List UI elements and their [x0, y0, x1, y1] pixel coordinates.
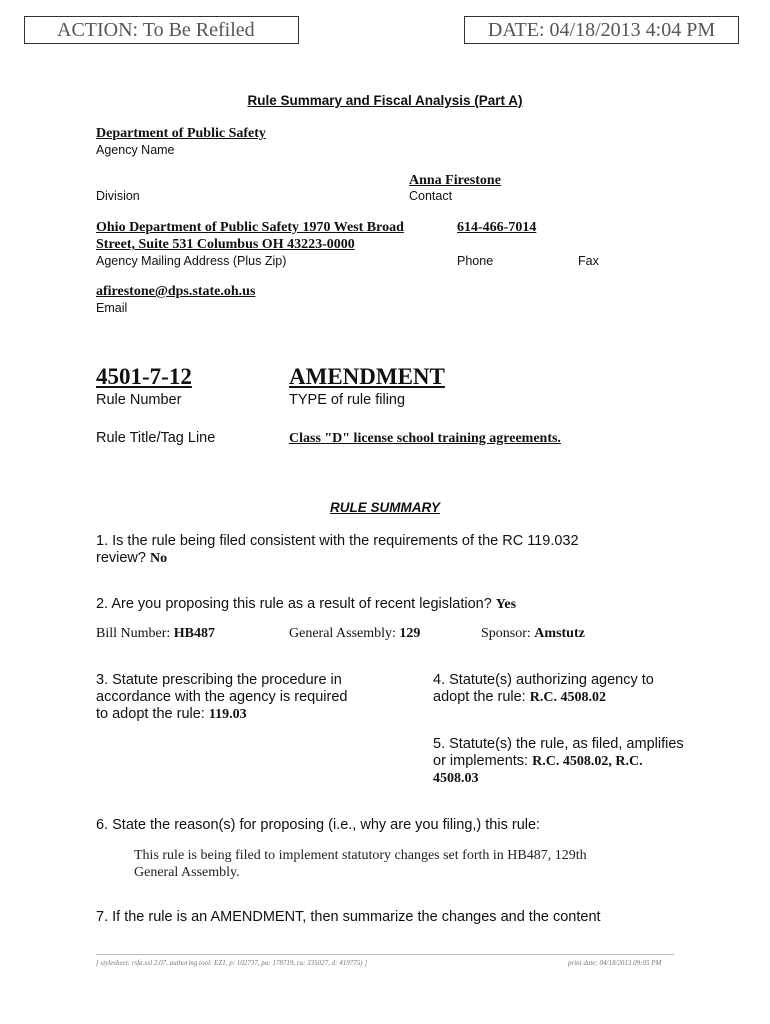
question-7: 7. If the rule is an AMENDMENT, then summarize the changes and the content [96, 909, 601, 925]
question-5-text: or implements: [433, 753, 529, 769]
footer-stylesheet-info: [ stylesheet: rsfa.xsl 2.07, authoring tool: EZ1, p: 102737, pa: 178719, ra: 335027, d: 419775) ] [96, 959, 368, 967]
question-5-answer-b: 4508.03 [433, 771, 479, 786]
question-4-line1: 4. Statute(s) authorizing agency to [433, 672, 654, 688]
general-assembly-value: 129 [399, 626, 421, 641]
sponsor [481, 626, 585, 642]
agency-name-label: Agency Name [96, 143, 175, 157]
question-1-line2 [96, 550, 696, 567]
question-4-answer: R.C. 4508.02 [529, 690, 606, 705]
email-value: afirestone@dps.state.oh.us [96, 284, 256, 299]
question-1 [96, 533, 696, 567]
question-3-text: to adopt the rule: [96, 706, 205, 722]
general-assembly-label: General Assembly: [289, 626, 396, 641]
division-label: Division [96, 189, 140, 203]
question-5 [433, 736, 733, 787]
question-6: 6. State the reason(s) for proposing (i.e., why are you filing,) this rule: [96, 817, 541, 833]
question-1-line1: 1. Is the rule being filed consistent with the requirements of the RC 119.032 [96, 533, 579, 549]
agency-name-value: Department of Public Safety [96, 126, 266, 141]
rule-summary-heading: RULE SUMMARY [329, 500, 440, 515]
date-text: DATE: 04/18/2013 4:04 PM [487, 19, 716, 41]
contact-label: Contact [409, 189, 453, 203]
question-2-text: 2. Are you proposing this rule as a result of recent legislation? [96, 596, 492, 612]
rule-type-label: TYPE of rule filing [289, 392, 406, 408]
footer-divider [96, 954, 674, 955]
phone-value: 614-466-7014 [457, 220, 537, 235]
question-5-line2 [433, 753, 733, 770]
question-4 [433, 672, 733, 706]
question-5-line1: 5. Statute(s) the rule, as filed, amplifies [433, 736, 684, 752]
question-3-line2: accordance with the agency is required [96, 689, 348, 705]
question-6-answer-line2: General Assembly. [134, 865, 240, 880]
sponsor-label: Sponsor: [481, 626, 531, 641]
address-line2: Street, Suite 531 Columbus OH 43223-0000 [96, 237, 355, 252]
question-4-line2 [433, 689, 733, 706]
page-title: Rule Summary and Fiscal Analysis (Part A) [247, 93, 523, 108]
bill-number-value: HB487 [173, 626, 216, 641]
question-3 [96, 672, 406, 723]
email-label: Email [96, 301, 128, 315]
question-6-answer-line1: This rule is being filed to implement statutory changes set forth in HB487, 129th [134, 848, 587, 863]
rule-number-label: Rule Number [96, 392, 182, 408]
question-5-answer-a: R.C. 4508.02, R.C. [532, 754, 643, 769]
sponsor-value: Amstutz [534, 626, 585, 641]
bill-number [96, 626, 215, 642]
question-3-line1: 3. Statute prescribing the procedure in [96, 672, 342, 688]
date-box [464, 16, 739, 44]
general-assembly [289, 626, 420, 642]
rule-title-value: Class "D" license school training agreements. [289, 431, 561, 446]
bill-number-label: Bill Number: [96, 626, 171, 641]
question-1-text: review? [96, 550, 146, 566]
question-1-answer: No [150, 551, 168, 566]
address-line1: Ohio Department of Public Safety 1970 West Broad [96, 220, 404, 235]
rule-title-label: Rule Title/Tag Line [96, 430, 216, 446]
question-3-line3 [96, 706, 406, 723]
question-3-answer: 119.03 [208, 707, 247, 722]
rule-type-value: AMENDMENT [289, 364, 445, 389]
action-text: ACTION: To Be Refiled [57, 19, 255, 41]
question-2 [96, 596, 716, 613]
question-6-answer [134, 847, 587, 881]
fax-label: Fax [578, 254, 599, 268]
footer-print-date: print date: 04/18/2013 09:05 PM [568, 959, 662, 967]
contact-value: Anna Firestone [409, 173, 501, 188]
question-2-answer: Yes [495, 597, 517, 612]
address-label: Agency Mailing Address (Plus Zip) [96, 254, 287, 268]
phone-label: Phone [457, 254, 494, 268]
action-box [24, 16, 299, 44]
question-4-text: adopt the rule: [433, 689, 526, 705]
rule-number-value: 4501-7-12 [96, 364, 192, 389]
